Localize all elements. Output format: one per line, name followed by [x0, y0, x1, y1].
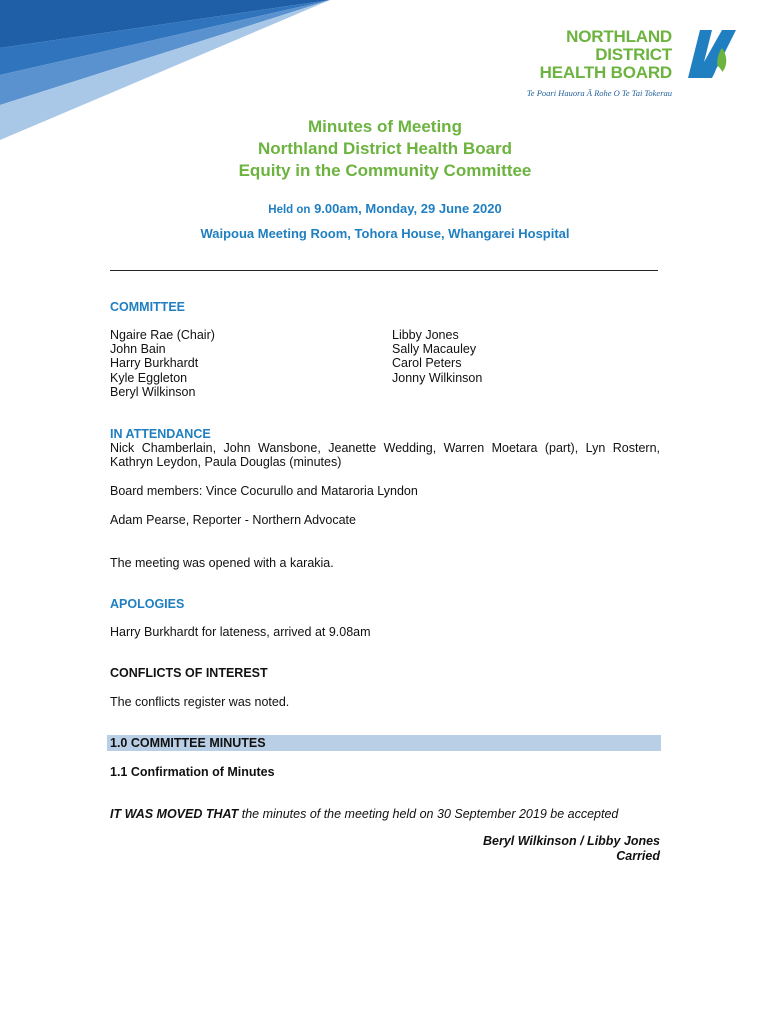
movers: Beryl Wilkinson / Libby Jones — [482, 834, 660, 848]
ndhb-logo-icon — [682, 22, 742, 82]
committee-member: Sally Macauley — [392, 342, 477, 357]
motion-result — [483, 834, 660, 864]
ndhb-logo — [502, 18, 742, 98]
apologies-text: Harry Burkhardt for lateness, arrived at 9.08am — [110, 625, 371, 639]
committee-member: Harry Burkhardt — [110, 356, 199, 371]
motion-text — [110, 807, 618, 821]
committee-member: Jonny Wilkinson — [392, 370, 483, 385]
motion-body: the minutes of the meeting held on 30 September 2019 be accepted — [238, 807, 619, 821]
title-line1: Minutes of Meeting — [308, 117, 462, 136]
attendance-heading: IN ATTENDANCE — [110, 427, 211, 441]
meeting-held-line — [0, 197, 770, 222]
attendance-text: Nick Chamberlain, John Wansbone, Jeanette Wedding, Warren Moetara (part), Lyn Rostern, Kathryn Leydon, Paula Douglas (minutes) — [110, 441, 660, 469]
title-line2: Northland District Health Board — [257, 139, 513, 158]
committee-member: Carol Peters — [392, 356, 462, 371]
motion-lead: IT WAS MOVED THAT — [110, 807, 239, 821]
held-prefix: Held on — [268, 204, 311, 216]
committee-member: Ngaire Rae (Chair) — [110, 328, 215, 342]
conflicts-heading: CONFLICTS OF INTEREST — [110, 666, 268, 680]
committee-list-left — [110, 328, 215, 399]
logo-subtitle: Te Poari Hauora Ā Rohe O Te Tai Tokerau — [526, 88, 672, 98]
opening-karakia: The meeting was opened with a karakia. — [110, 556, 334, 570]
confirmation-heading: 1.1 Confirmation of Minutes — [110, 765, 275, 779]
logo-line1: NORTHLAND DISTRICT — [566, 27, 672, 64]
committee-member: Libby Jones — [392, 328, 459, 342]
result: Carried — [616, 849, 660, 863]
board-members: Board members: Vince Cocurullo and Mataroria Lyndon — [110, 484, 418, 498]
committee-member: John Bain — [110, 342, 166, 357]
logo-line2: HEALTH BOARD — [539, 63, 672, 82]
apologies-heading: APOLOGIES — [110, 597, 185, 611]
committee-member: Kyle Eggleton — [110, 370, 188, 385]
held-where: Waipoua Meeting Room, Tohora House, Whangarei Hospital — [200, 226, 570, 241]
committee-member: Beryl Wilkinson — [110, 384, 196, 399]
reporter: Adam Pearse, Reporter - Northern Advocate — [110, 513, 356, 527]
title-line3: Equity in the Community Committee — [238, 161, 532, 180]
section-1-heading: 1.0 COMMITTEE MINUTES — [110, 736, 266, 750]
conflicts-text: The conflicts register was noted. — [110, 695, 290, 709]
committee-list-right — [392, 328, 482, 385]
held-when: 9.00am, Monday, 29 June 2020 — [314, 201, 502, 216]
section-1-bar — [107, 735, 661, 751]
committee-heading: COMMITTEE — [110, 300, 185, 314]
divider — [110, 270, 658, 271]
